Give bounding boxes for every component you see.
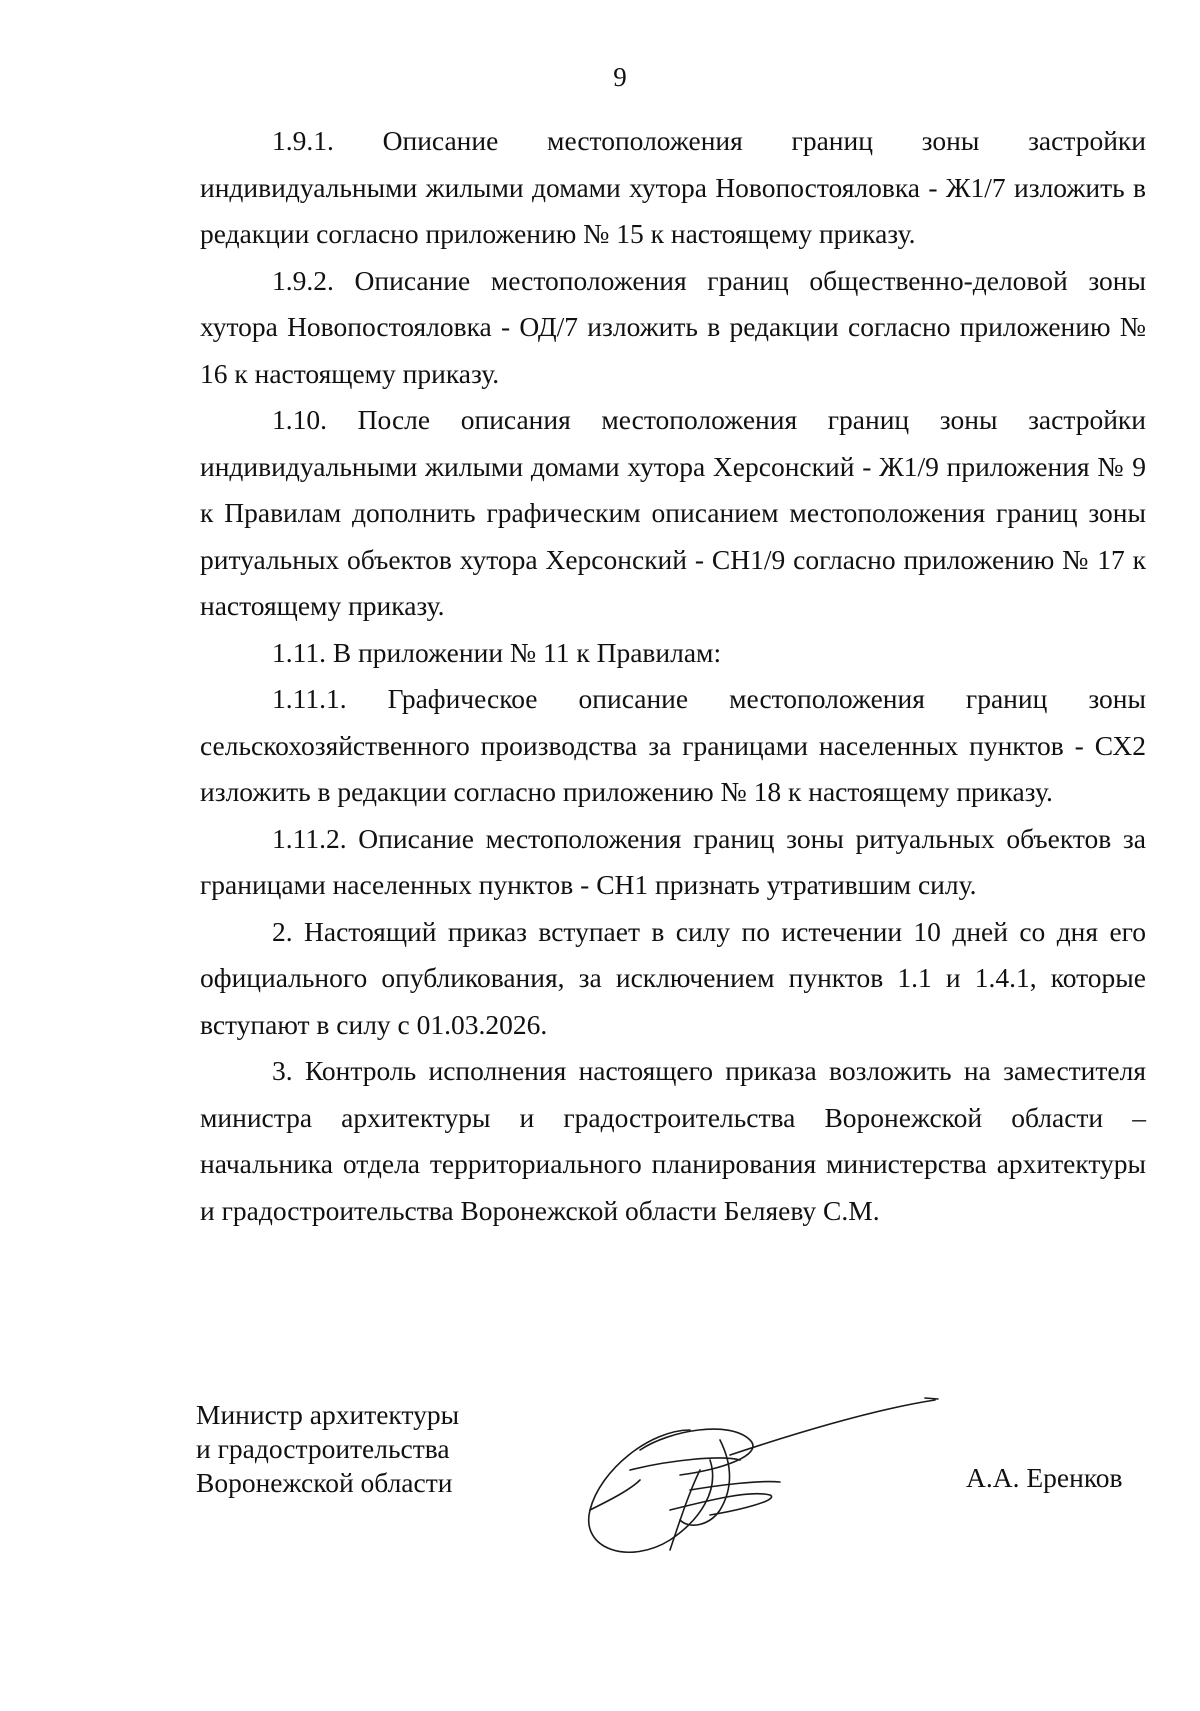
page-number: 9 <box>613 62 627 92</box>
paragraph-1-10: 1.10. После описания местоположения границ зоны застройки индивидуальными жилыми домами хутора Херсонский - Ж1/9 приложения № 9 к Правилам дополнить графическим описанием местоположения границ зоны ритуальных объектов хутора Херсонский - СН1/9 согласно приложению № 17 к настоящему приказу. <box>200 404 1146 621</box>
signatory-title-line: Министр архитектуры <box>196 1399 460 1430</box>
paragraph-1-11-1: 1.11.1. Графическое описание местоположения границ зоны сельскохозяйственного производства за границами населенных пунктов - СХ2 изложить в редакции согласно приложению № 18 к настоящему приказу. <box>200 683 1146 807</box>
paragraph-3: 3. Контроль исполнения настоящего приказа возложить на заместителя министра архитектуры и градостроительства Воронежской области – начальника отдела территориального планирования министерства архитектуры и градостроительства Воронежской области Беляеву С.М. <box>200 1055 1146 1226</box>
signatory-title-line: Воронежской области <box>196 1467 453 1498</box>
handwritten-signature <box>570 1390 950 1570</box>
paragraph-1-11: 1.11. В приложении № 11 к Правилам: <box>272 636 722 668</box>
paragraph-2: 2. Настоящий приказ вступает в силу по истечении 10 дней со дня его официального опубликования, за исключением пунктов 1.1 и 1.4.1, которые вступают в силу с 01.03.2026. <box>200 915 1146 1040</box>
signatory-title <box>196 1398 459 1500</box>
paragraph-1-9-2: 1.9.2. Описание местоположения границ общественно-деловой зоны хутора Новопостояловка - ОД/7 изложить в редакции согласно приложению № 16 к настоящему приказу. <box>200 264 1146 389</box>
signatory-name: А.А. Еренков <box>966 1462 1123 1493</box>
signatory-title-line: и градостроительства <box>196 1433 450 1464</box>
document-body <box>200 118 1146 1234</box>
paragraph-1-9-1: 1.9.1. Описание местоположения границ зоны застройки индивидуальными жилыми домами хутора Новопостояловка - Ж1/7 изложить в редакции согласно приложению № 15 к настоящему приказу. <box>200 125 1146 249</box>
paragraph-1-11-2: 1.11.2. Описание местоположения границ зоны ритуальных объектов за границами населенных пунктов - СН1 признать утратившим силу. <box>200 822 1146 900</box>
